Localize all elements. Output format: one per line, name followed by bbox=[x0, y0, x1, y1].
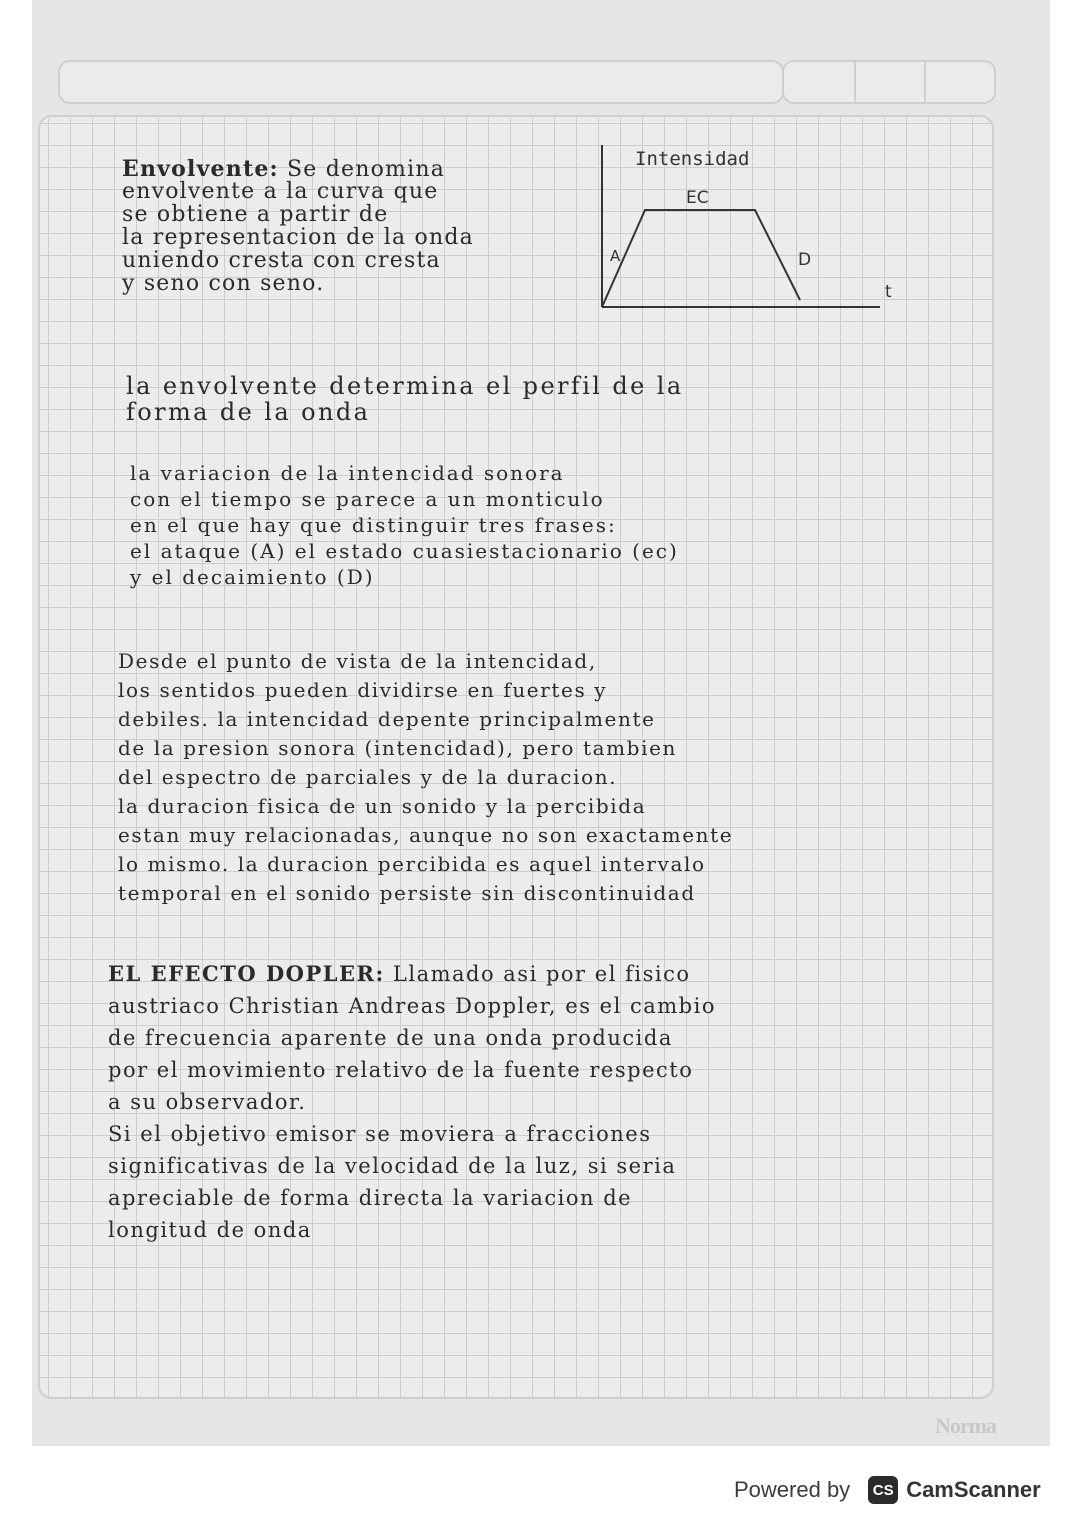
powered-by-label: Powered by bbox=[734, 1477, 851, 1502]
text-line: a su observador. bbox=[108, 1090, 307, 1114]
text-line: con el tiempo se parece a un monticulo bbox=[130, 487, 605, 511]
x-axis-label: t bbox=[885, 282, 892, 302]
perfil-paragraph bbox=[126, 374, 684, 426]
y-axis-label: Intensidad bbox=[635, 148, 750, 170]
text-line: austriaco Christian Andreas Doppler, es el cambio bbox=[108, 994, 716, 1018]
text-line: Desde el punto de vista de la intencidad, bbox=[118, 649, 597, 673]
doppler-paragraph bbox=[108, 963, 716, 1251]
text-line: debiles. la intencidad depente principalmente bbox=[118, 707, 656, 731]
text-line: Si el objetivo emisor se moviera a fracciones bbox=[108, 1122, 652, 1146]
text-line: y el decaimiento (D) bbox=[130, 565, 375, 589]
text-line: temporal en el sonido persiste sin discontinuidad bbox=[118, 881, 696, 905]
text-line: los sentidos pueden dividirse en fuertes y bbox=[118, 678, 608, 702]
envelope-diagram bbox=[590, 135, 920, 325]
text-line: del espectro de parciales y de la duracion. bbox=[118, 765, 618, 789]
steady-label: EC bbox=[686, 188, 709, 208]
text-line: lo mismo. la duracion percibida es aquel intervalo bbox=[118, 852, 706, 876]
text-line: la envolvente determina el perfil de la bbox=[126, 372, 684, 400]
date-divider bbox=[854, 62, 856, 102]
text-line: apreciable de forma directa la variacion de bbox=[108, 1186, 633, 1210]
text-line: el ataque (A) el estado cuasiestacionario (ec) bbox=[130, 539, 679, 563]
text-line: uniendo cresta con cresta bbox=[122, 248, 441, 273]
text-line: la variacion de la intencidad sonora bbox=[130, 461, 565, 485]
text-line: en el que hay que distinguir tres frases: bbox=[130, 513, 617, 537]
intensidad-paragraph bbox=[118, 650, 733, 911]
text-line: Se denomina bbox=[278, 157, 446, 182]
text-line: de la presion sonora (intencidad), pero tambien bbox=[118, 736, 677, 760]
text-line: forma de la onda bbox=[126, 398, 371, 426]
date-divider bbox=[924, 62, 926, 102]
variacion-paragraph bbox=[130, 462, 679, 592]
text-line: y seno con seno. bbox=[122, 271, 325, 296]
text-line: de frecuencia aparente de una onda producida bbox=[108, 1026, 673, 1050]
text-line: la duracion fisica de un sonido y la percibida bbox=[118, 794, 647, 818]
text-line: Llamado asi por el fisico bbox=[384, 962, 691, 986]
text-line: envolvente a la curva que bbox=[122, 179, 439, 204]
notebook-brand-logo: Norma bbox=[935, 1413, 996, 1438]
header-title-box bbox=[58, 60, 784, 104]
camscanner-icon: CS bbox=[868, 1476, 898, 1504]
text-line: la representacion de la onda bbox=[122, 225, 474, 250]
text-line: significativas de la velocidad de la luz, si seria bbox=[108, 1154, 677, 1178]
envelope-curve bbox=[602, 210, 800, 307]
header-date-box bbox=[782, 60, 996, 104]
text-line: por el movimiento relativo de la fuente respecto bbox=[108, 1058, 694, 1082]
text-line: estan muy relacionadas, aunque no son exactamente bbox=[118, 823, 734, 847]
attack-label: A bbox=[610, 247, 621, 265]
text-line: se obtiene a partir de bbox=[122, 202, 389, 227]
camscanner-name: CamScanner bbox=[906, 1477, 1041, 1502]
decay-label: D bbox=[798, 250, 812, 270]
envolvente-paragraph bbox=[122, 158, 474, 295]
text-line: longitud de onda bbox=[108, 1218, 312, 1242]
doppler-heading: EL EFECTO DOPLER: bbox=[108, 961, 385, 986]
envolvente-heading: Envolvente: bbox=[122, 156, 279, 182]
scanner-watermark bbox=[734, 1470, 1041, 1510]
